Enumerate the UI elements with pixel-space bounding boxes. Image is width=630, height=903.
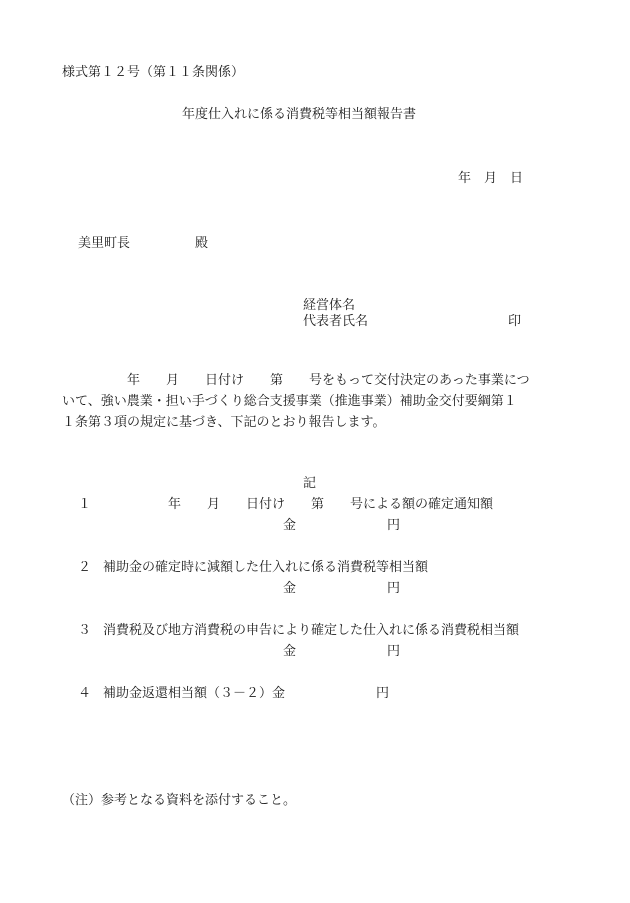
addressee: 美里町長 殿 <box>78 236 209 251</box>
item-number: １ <box>78 497 92 512</box>
body-line: １条第３項の規定に基づき、下記のとおり報告します。 <box>62 415 386 430</box>
item-amount: 金 円 <box>283 581 401 596</box>
item-number: ３ <box>78 623 92 638</box>
item-amount: 金 円 <box>283 518 401 533</box>
item-text: 年 月 日付け 第 号による額の確定通知額 <box>103 497 494 512</box>
date-line: 年 月 日 <box>458 171 524 186</box>
item-number: ４ <box>78 686 92 701</box>
item-text: 補助金の確定時に減額した仕入れに係る消費税等相当額 <box>103 560 429 575</box>
item-text: 消費税及び地方消費税の申告により確定した仕入れに係る消費税相当額 <box>103 623 520 638</box>
document-title: 年度仕入れに係る消費税等相当額報告書 <box>182 107 417 122</box>
representative-name-label: 代表者氏名 <box>303 314 369 329</box>
item-number: ２ <box>78 560 92 575</box>
body-line: いて、強い農業・担い手づくり総合支援事業（推進事業）補助金交付要綱第１ <box>62 394 517 409</box>
item-text: 補助金返還相当額（３－２）金 円 <box>103 686 390 701</box>
body-line: 年 月 日付け 第 号をもって交付決定のあった事業につ <box>62 373 530 388</box>
ki-heading: 記 <box>303 476 317 491</box>
report-body <box>62 370 567 433</box>
note: （注）参考となる資料を添付すること。 <box>62 793 297 808</box>
item-amount: 金 円 <box>283 644 401 659</box>
seal-mark: 印 <box>508 314 522 329</box>
business-name-label: 経営体名 <box>303 298 356 313</box>
form-number-label: 様式第１２号（第１１条関係） <box>62 65 245 80</box>
